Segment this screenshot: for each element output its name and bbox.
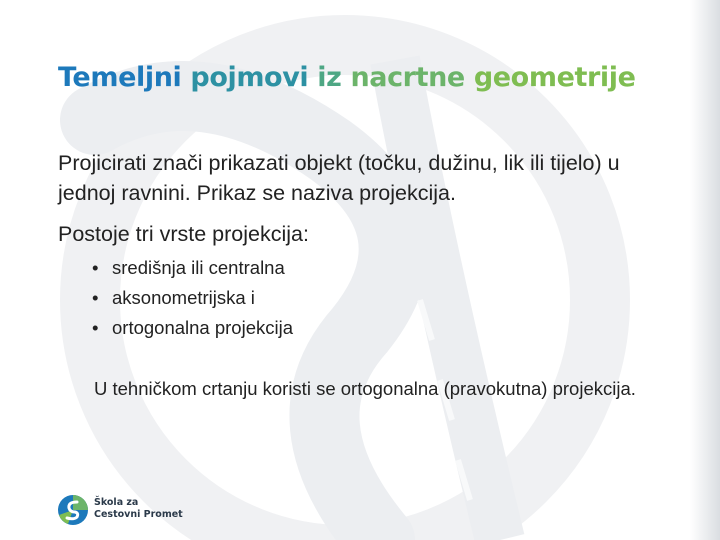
- list-item-text: središnja ili centralna: [112, 257, 285, 278]
- paragraph-definition: Projicirati znači prikazati objekt (točku, dužinu, lik ili tijelo) u jednoj ravnini. Prikaz se naziva projekcija.: [58, 151, 620, 205]
- list-item: [92, 313, 293, 343]
- paragraph-types-intro: Postoje tri vrste projekcija:: [58, 222, 309, 246]
- bullet-dot: •: [92, 317, 99, 338]
- school-logo-text: [94, 497, 183, 521]
- list-item-text: ortogonalna projekcija: [112, 317, 294, 338]
- title-word-3: iz: [317, 62, 342, 93]
- slide-title: [58, 62, 636, 93]
- title-word-4: nacrtne: [350, 62, 465, 93]
- technical-drawing-note: U tehničkom crtanju koristi se ortogonalna (pravokutna) projekcija.: [94, 378, 636, 399]
- title-word-2: pojmovi: [190, 62, 309, 93]
- side-gradient: [690, 0, 720, 540]
- logo-line-2: Cestovni Promet: [94, 509, 183, 520]
- list-item: [92, 253, 293, 283]
- projection-types-list: [92, 253, 293, 343]
- bullet-dot: •: [92, 287, 99, 308]
- list-item-text: aksonometrijska i: [112, 287, 255, 308]
- title-word-1: Temeljni: [58, 62, 182, 93]
- title-word-5: geometrije: [473, 62, 636, 93]
- bullet-dot: •: [92, 257, 99, 278]
- list-item: [92, 283, 293, 313]
- school-logo-icon: [56, 493, 90, 527]
- school-logo: [56, 493, 216, 529]
- logo-line-1: Škola za: [94, 497, 139, 508]
